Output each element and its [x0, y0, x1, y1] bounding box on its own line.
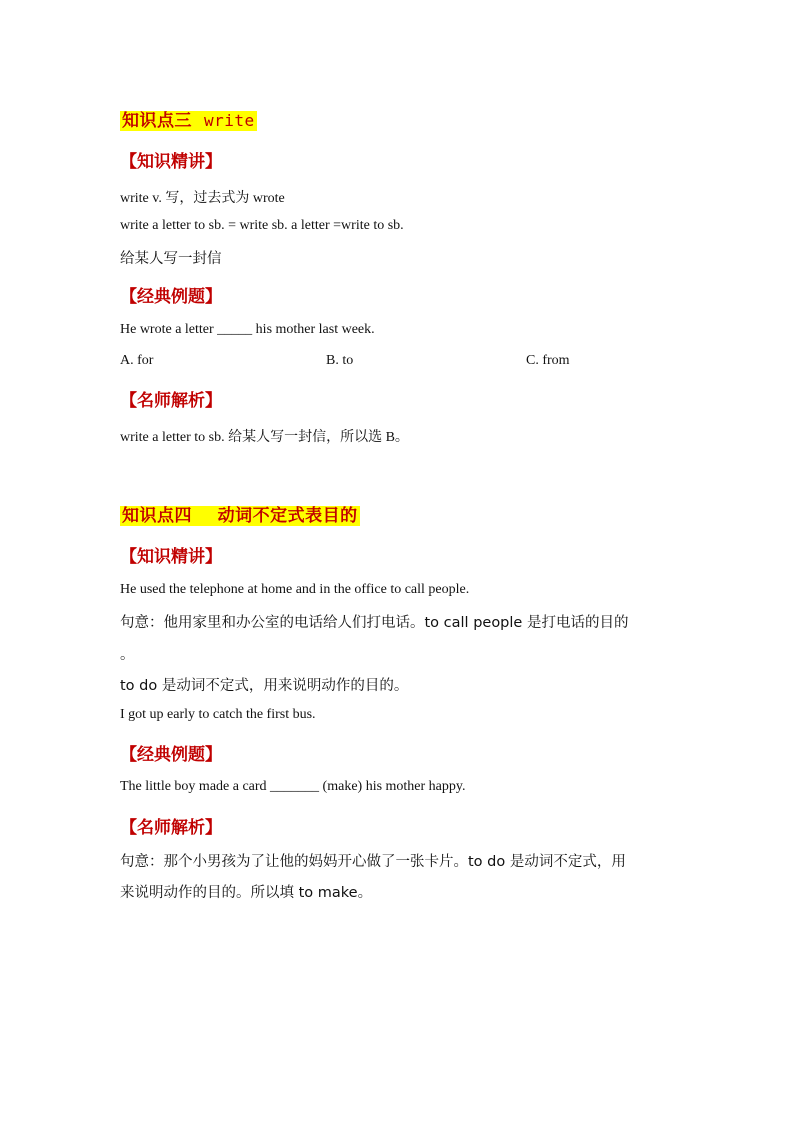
section4-label-analysis: 【名师解析】 [120, 818, 222, 838]
section3-line2: write a letter to sb. = write sb. a letter =write to sb. [120, 218, 404, 233]
section3-line3: 给某人写一封信 [120, 251, 222, 267]
section4-label-explain: 【知识精讲】 [120, 547, 222, 567]
section4-analysis1: 句意：那个小男孩为了让他的妈妈开心做了一张卡片。to do 是动词不定式，用 [120, 854, 626, 870]
section4-question: The little boy made a card _______ (make) his mother happy. [120, 779, 466, 794]
section4-label-example: 【经典例题】 [120, 745, 222, 765]
section3-analysis: write a letter to sb. 给某人写一封信，所以选 B。 [120, 430, 409, 445]
section4-line2-continuation: 。 [120, 647, 135, 663]
section3-line1: write v. 写，过去式为 wrote [120, 191, 285, 206]
section3-label-analysis: 【名师解析】 [120, 391, 222, 411]
section3-label-explain: 【知识精讲】 [120, 152, 222, 172]
option-c: C. from [526, 353, 570, 368]
section4-heading [120, 501, 360, 526]
section4-line2: 句意：他用家里和办公室的电话给人们打电话。to call people 是打电话的目的 [120, 615, 629, 631]
section4-title: 知识点四 动词不定式表目的 [122, 506, 358, 526]
section4-analysis2: 来说明动作的目的。所以填 to make。 [120, 885, 373, 901]
section4-line1: He used the telephone at home and in the office to call people. [120, 582, 470, 597]
section3-heading [120, 106, 257, 131]
section3-label-example: 【经典例题】 [120, 287, 222, 307]
section4-line4: I got up early to catch the first bus. [120, 707, 316, 722]
option-a: A. for [120, 353, 154, 368]
section3-title: 知识点三 write [122, 111, 255, 131]
option-b: B. to [326, 353, 354, 368]
section3-question: He wrote a letter _____ his mother last week. [120, 322, 375, 337]
section4-line3: to do 是动词不定式，用来说明动作的目的。 [120, 678, 409, 694]
